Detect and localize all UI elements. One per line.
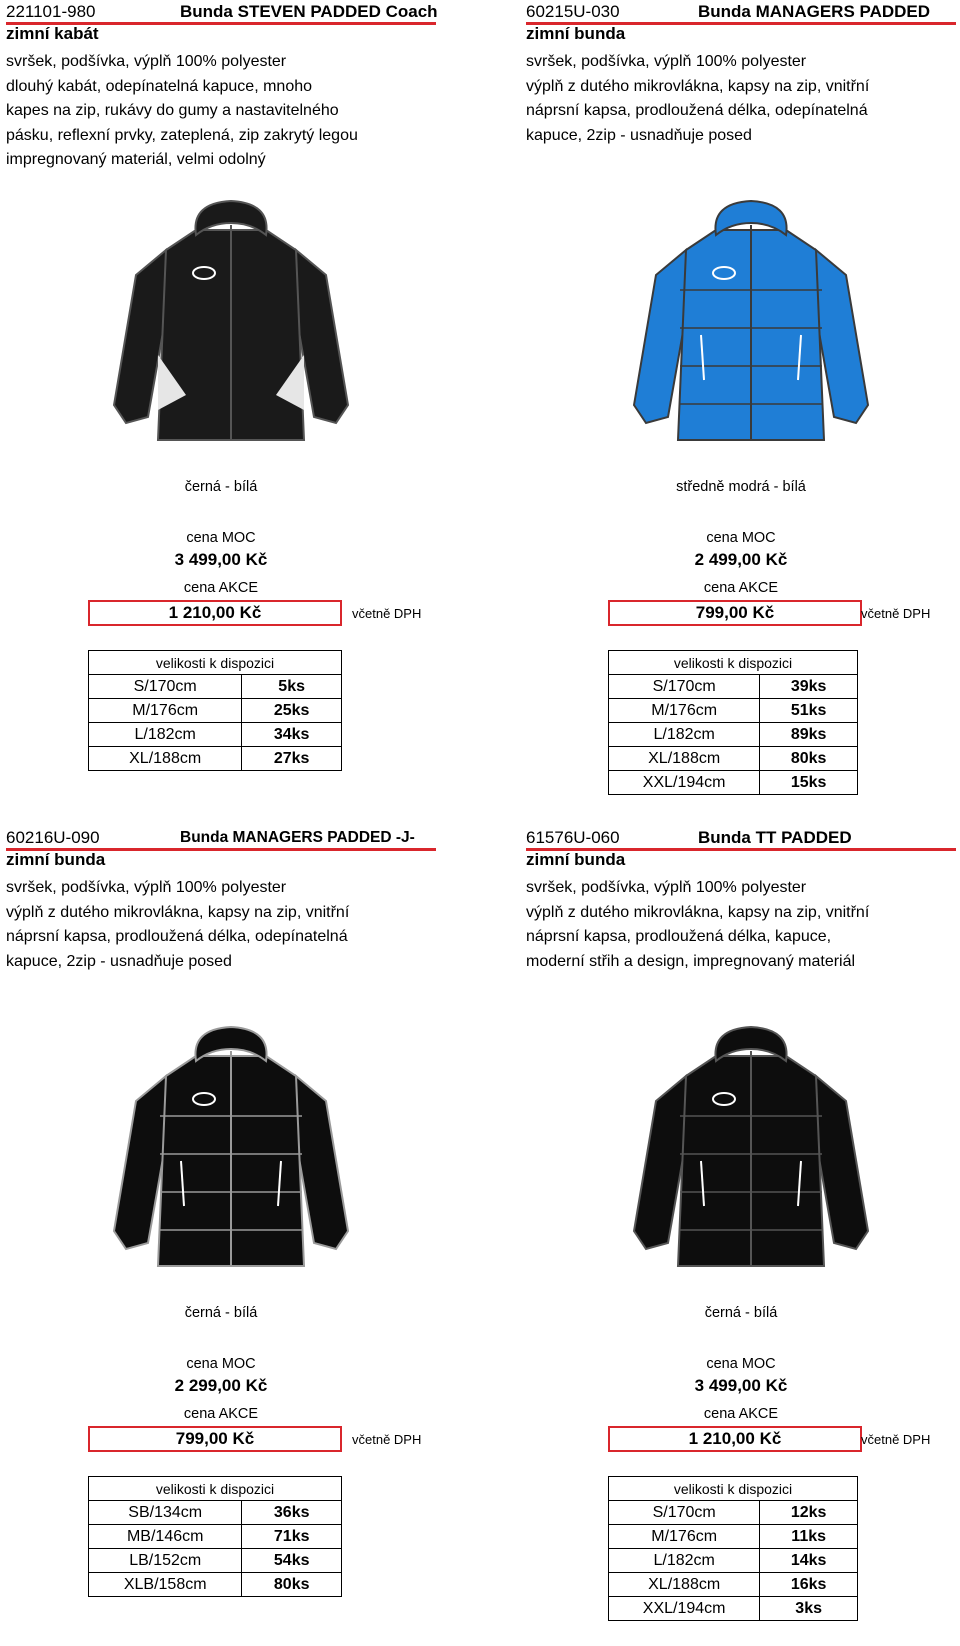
- moc-price-label: cena MOC: [186, 1356, 256, 1372]
- sizes-header: velikosti k dispozici: [609, 1477, 858, 1501]
- size-label: XL/188cm: [609, 1573, 760, 1597]
- moc-price: 2 499,00 Kč: [694, 550, 788, 569]
- size-label: XL/188cm: [89, 747, 242, 771]
- size-stock: 14ks: [760, 1549, 858, 1573]
- size-row: [609, 1525, 858, 1549]
- sizes-header: velikosti k dispozici: [89, 1477, 342, 1501]
- size-label: SB/134cm: [89, 1501, 242, 1525]
- size-stock: 51ks: [760, 699, 858, 723]
- size-stock: 25ks: [242, 699, 342, 723]
- size-label: XXL/194cm: [609, 771, 760, 795]
- size-label: S/170cm: [89, 675, 242, 699]
- sizes-table: [608, 650, 858, 795]
- description-line: impregnovaný materiál, velmi odolný: [6, 151, 266, 169]
- moc-price-label: cena MOC: [706, 1356, 776, 1372]
- description-line: svršek, podšívka, výplň 100% polyester: [6, 53, 287, 70]
- sizes-header: velikosti k dispozici: [89, 651, 342, 675]
- size-label: M/176cm: [89, 699, 242, 723]
- product-description: [6, 50, 406, 173]
- product-code: 61576U-060: [526, 828, 620, 847]
- product-code: 60216U-090: [6, 828, 100, 847]
- sale-price: 1 210,00 Kč: [608, 1426, 862, 1452]
- size-stock: 89ks: [760, 723, 858, 747]
- size-stock: 12ks: [760, 1501, 858, 1525]
- sale-price-label: cena AKCE: [183, 1406, 259, 1422]
- size-stock: 11ks: [760, 1525, 858, 1549]
- product-name: Bunda TT PADDED: [698, 828, 852, 847]
- product-card: [526, 0, 960, 820]
- description-line: výplň z dutého mikrovlákna, kapsy na zip, vnitřní: [6, 903, 350, 921]
- size-row: [89, 675, 342, 699]
- product-card: [526, 826, 960, 1646]
- description-line: kapuce, 2zip - usnadňuje posed: [6, 952, 232, 970]
- description-line: moderní střih a design, impregnovaný materiál: [526, 952, 856, 970]
- size-row: [609, 699, 858, 723]
- vat-note: včetně DPH: [861, 606, 931, 621]
- product-type: zimní kabát: [6, 24, 99, 43]
- size-label: S/170cm: [609, 675, 760, 699]
- size-stock: 27ks: [242, 747, 342, 771]
- vat-note: včetně DPH: [352, 606, 422, 621]
- size-stock: 16ks: [760, 1573, 858, 1597]
- product-description: [526, 876, 926, 974]
- size-label: M/176cm: [609, 699, 760, 723]
- size-stock: 54ks: [242, 1549, 342, 1573]
- product-name: Bunda STEVEN PADDED Coach: [180, 2, 438, 21]
- sizes-header: velikosti k dispozici: [609, 651, 858, 675]
- sale-price: 799,00 Kč: [608, 600, 862, 626]
- product-card: [6, 826, 476, 1646]
- size-stock: 39ks: [760, 675, 858, 699]
- size-label: MB/146cm: [89, 1525, 242, 1549]
- product-code: 221101-980: [6, 2, 96, 21]
- size-label: XXL/194cm: [609, 1597, 760, 1621]
- size-label: M/176cm: [609, 1525, 760, 1549]
- product-color: černá - bílá: [184, 479, 258, 495]
- jacket-photo: [616, 1021, 886, 1286]
- size-label: XL/188cm: [609, 747, 760, 771]
- product-description: [526, 50, 926, 148]
- moc-price: 3 499,00 Kč: [694, 1376, 788, 1395]
- size-row: [609, 771, 858, 795]
- size-stock: 5ks: [242, 675, 342, 699]
- product-color: černá - bílá: [704, 1305, 778, 1321]
- sale-price: 799,00 Kč: [88, 1426, 342, 1452]
- moc-price: 3 499,00 Kč: [174, 550, 268, 569]
- sale-price-label: cena AKCE: [183, 580, 259, 596]
- product-name: Bunda MANAGERS PADDED: [698, 2, 931, 21]
- jacket-photo: [616, 195, 886, 460]
- product-type: zimní bunda: [6, 850, 106, 869]
- jacket-photo: [96, 1021, 366, 1286]
- sale-price: 1 210,00 Kč: [88, 600, 342, 626]
- size-row: [609, 1549, 858, 1573]
- product-color: středně modrá - bílá: [676, 479, 806, 495]
- description-line: svršek, podšívka, výplň 100% polyester: [526, 879, 807, 896]
- size-row: [609, 723, 858, 747]
- size-row: [609, 747, 858, 771]
- description-line: výplň z dutého mikrovlákna, kapsy na zip, vnitřní: [526, 903, 870, 921]
- product-color: černá - bílá: [184, 1305, 258, 1321]
- product-card: [6, 0, 476, 820]
- size-stock: 3ks: [760, 1597, 858, 1621]
- size-label: S/170cm: [609, 1501, 760, 1525]
- product-name: Bunda MANAGERS PADDED -J-: [180, 829, 415, 846]
- size-label: L/182cm: [89, 723, 242, 747]
- product-type: zimní bunda: [526, 850, 626, 869]
- size-label: L/182cm: [609, 723, 760, 747]
- description-line: náprsní kapsa, prodloužená délka, odepínatelná: [6, 928, 348, 946]
- sizes-table: [608, 1476, 858, 1621]
- size-row: [89, 1549, 342, 1573]
- moc-price: 2 299,00 Kč: [174, 1376, 268, 1395]
- size-row: [609, 1597, 858, 1621]
- size-label: XLB/158cm: [89, 1573, 242, 1597]
- moc-price-label: cena MOC: [706, 530, 776, 546]
- product-type: zimní bunda: [526, 24, 626, 43]
- size-row: [89, 1501, 342, 1525]
- size-stock: 71ks: [242, 1525, 342, 1549]
- size-row: [609, 1573, 858, 1597]
- description-line: dlouhý kabát, odepínatelná kapuce, mnoho: [6, 77, 313, 95]
- size-row: [89, 699, 342, 723]
- size-row: [89, 1573, 342, 1597]
- sale-price-label: cena AKCE: [703, 1406, 779, 1422]
- size-stock: 34ks: [242, 723, 342, 747]
- product-header: [526, 828, 956, 850]
- description-line: výplň z dutého mikrovlákna, kapsy na zip, vnitřní: [526, 77, 870, 95]
- jacket-photo: [96, 195, 366, 460]
- vat-note: včetně DPH: [352, 1432, 422, 1447]
- size-label: L/182cm: [609, 1549, 760, 1573]
- size-stock: 80ks: [242, 1573, 342, 1597]
- description-line: svršek, podšívka, výplň 100% polyester: [526, 53, 807, 70]
- size-row: [609, 675, 858, 699]
- sizes-table: [88, 1476, 342, 1597]
- description-line: náprsní kapsa, prodloužená délka, odepínatelná: [526, 102, 868, 120]
- description-line: svršek, podšívka, výplň 100% polyester: [6, 879, 287, 896]
- moc-price-label: cena MOC: [186, 530, 256, 546]
- product-description: [6, 876, 406, 974]
- sizes-table: [88, 650, 342, 771]
- description-line: pásku, reflexní prvky, zateplená, zip zakrytý legou: [6, 126, 358, 144]
- product-header: [6, 2, 436, 24]
- product-code: 60215U-030: [526, 2, 620, 21]
- description-line: kapes na zip, rukávy do gumy a nastavitelného: [6, 102, 339, 120]
- size-row: [609, 1501, 858, 1525]
- description-line: kapuce, 2zip - usnadňuje posed: [526, 126, 752, 144]
- size-row: [89, 723, 342, 747]
- size-row: [89, 747, 342, 771]
- sale-price-label: cena AKCE: [703, 580, 779, 596]
- size-stock: 80ks: [760, 747, 858, 771]
- vat-note: včetně DPH: [861, 1432, 931, 1447]
- product-header: [526, 2, 956, 24]
- size-stock: 36ks: [242, 1501, 342, 1525]
- size-stock: 15ks: [760, 771, 858, 795]
- size-label: LB/152cm: [89, 1549, 242, 1573]
- size-row: [89, 1525, 342, 1549]
- product-header: [6, 828, 436, 850]
- description-line: náprsní kapsa, prodloužená délka, kapuce,: [526, 928, 832, 946]
